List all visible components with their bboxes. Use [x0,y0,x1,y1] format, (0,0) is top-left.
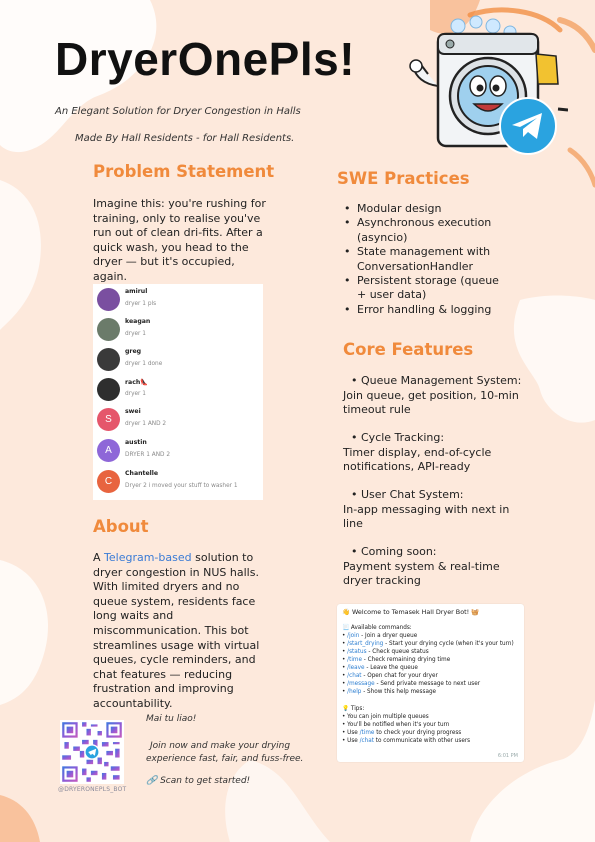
chat-message: dryer 1 [125,331,146,337]
command-link[interactable]: /status [347,649,367,655]
list-item-text: State management with ConversationHandler [357,245,491,273]
swe-practices-heading: SWE Practices [337,169,470,188]
command-desc: - Join a dryer queue [359,633,418,639]
chat-list-screenshot [93,284,263,500]
command-desc: - Show this help message [361,689,437,695]
problem-statement-heading: Problem Statement [93,162,275,181]
chat-message: dryer 1 pls [125,301,157,307]
feature-chat [343,488,523,532]
avatar [97,288,120,311]
command-desc: - Check queue status [366,649,429,655]
chat-name: amirul [125,288,148,295]
command-row: • /join - Join a dryer queue [342,633,418,639]
feature-title-text: Queue Management System: [361,374,522,387]
feature-title-text: Cycle Tracking: [361,431,445,444]
command-row: • /leave - Leave the queue [342,665,418,671]
list-item-text: Error handling & logging [357,302,492,316]
tip-text: • Use [342,738,360,744]
chat-row [93,376,263,406]
list-item-text: Asynchronous execution (asyncio) [357,216,492,244]
qr-handle-label: @DRYERONEPLS_BOT [58,786,127,793]
tip-text: • Use [342,730,360,736]
avatar: S [97,408,120,431]
tips-heading: 💡 Tips: [342,706,365,712]
command-row: • /message - Send private message to next user [342,681,481,687]
feature-title: • Queue Management System: [351,374,522,387]
chat-name: Chantelle [125,470,159,477]
command-row: • /start_drying - Start your drying cycle (when it's your turn) [342,641,514,647]
chat-message: Dryer 2 i moved your stuff to washer 1 [125,483,238,489]
tip-text: to communicate with other users [373,738,471,744]
feature-title-text: User Chat System: [361,488,464,501]
command-row: • /status - Check queue status [342,649,429,655]
command-link[interactable]: /chat [347,673,362,679]
cta-line-3: 🔗 Scan to get started! [146,776,251,786]
chat-row [93,286,263,316]
list-item-text: Modular design [357,202,442,215]
command-desc: - Leave the queue [364,665,418,671]
feature-title: • Cycle Tracking: [351,431,445,444]
list-item: • Asynchronous execution (asyncio) [344,216,492,244]
about-prefix: A [93,551,105,564]
poster-title: DryerOnePls! [55,33,356,85]
tip-row: • You'll be notified when it's your turn [342,722,450,728]
command-link[interactable]: /chat [359,738,374,744]
list-item-text: Persistent storage (queue + user data) [357,274,499,302]
command-desc: - Start your drying cycle (when it's your turn) [383,641,514,647]
made-by-line: Made By Hall Residents - for Hall Residents. [75,133,295,144]
command-desc: - Send private message to next user [374,681,481,687]
chat-name: greg [125,348,142,355]
swe-practices-list [341,202,511,317]
avatar: C [97,470,120,493]
feature-cycle [343,431,523,475]
feature-desc: Payment system & real-time dryer tracking [343,559,500,588]
qr-code-icon[interactable] [60,720,124,784]
message-timestamp: 6:01 PM [497,753,518,759]
bot-welcome-line: 👋 Welcome to Temasek Hall Dryer Bot! 🧺 [342,608,480,616]
tip-text: to check your drying progress [374,730,462,736]
avatar: A [97,439,120,462]
chat-message: dryer 1 [125,391,146,397]
about-body: solution to dryer congestion in NUS halls. With limited dryers and no queue system, residents face long waits and miscommunication. This bot streamlines usage with virtual queues, cycle reminders, and chat features — reducing frustration and improving accountability. [93,551,260,710]
tagline: An Elegant Solution for Dryer Congestion in Halls [55,106,301,117]
list-item: • Error handling & logging [344,302,492,316]
avatar [97,378,120,401]
problem-statement-text: Imagine this: you're rushing for training, only to realise you've run out of clean dri-fits. After a quick wash, you head to the dryer — but it's occupied, again. [93,197,266,283]
chat-name: keagan [125,318,151,325]
command-row: • /chat - Open chat for your dryer [342,673,438,679]
chat-name: austin [125,439,147,446]
core-features-heading: Core Features [343,340,474,359]
command-link[interactable]: /leave [347,665,365,671]
command-link[interactable]: /start_drying [347,641,384,647]
feature-coming-soon [343,545,523,589]
bot-available-commands: 📃 Available commands: [342,625,412,631]
chat-row [93,468,263,498]
chat-message: dryer 1 AND 2 [125,421,167,427]
avatar [97,318,120,341]
telegram-link[interactable]: Telegram-based [104,551,192,564]
avatar [97,348,120,371]
command-row: • /help - Show this help message [342,689,437,695]
tip-row [342,730,461,736]
tip-row: • You can join multiple queues [342,714,429,720]
command-link[interactable]: /message [347,681,375,687]
chat-name: rach👠 [125,379,149,386]
about-heading: About [93,517,149,536]
command-row: • /time - Check remaining drying time [342,657,451,663]
command-link[interactable]: /time [359,730,375,736]
about-text [93,551,271,712]
command-link[interactable]: /help [347,689,362,695]
chat-row [93,406,263,436]
command-desc: - Open chat for your dryer [361,673,438,679]
command-link[interactable]: /time [347,657,362,663]
chat-row [93,346,263,376]
command-desc: - Check remaining drying time [361,657,451,663]
feature-title-text: Coming soon: [361,545,437,558]
chat-row [93,437,263,467]
feature-queue [343,374,523,418]
chat-name: swei [125,408,141,415]
feature-desc: Timer display, end-of-cycle notifications, API-ready [343,445,492,474]
chat-row [93,316,263,346]
list-item: • Modular design [344,202,442,215]
chat-message: DRYER 1 AND 2 [125,452,171,458]
feature-desc: In-app messaging with next in line [343,502,510,531]
list-item: • State management with ConversationHandler [344,245,491,273]
bot-welcome-message [337,604,524,762]
tip-row [342,738,470,744]
cta-line-1: Mai tu liao! [146,714,197,724]
feature-title: • Coming soon: [351,545,437,558]
feature-desc: Join queue, get position, 10-min timeout rule [343,388,519,417]
telegram-logo-icon [498,96,558,156]
cta-line-2: Join now and make your drying experience fast, fair, and fuss-free. [146,741,304,764]
chat-message: dryer 1 done [125,361,163,367]
feature-title: • User Chat System: [351,488,464,501]
list-item: • Persistent storage (queue + user data) [344,274,499,302]
command-link[interactable]: /join [347,633,360,639]
